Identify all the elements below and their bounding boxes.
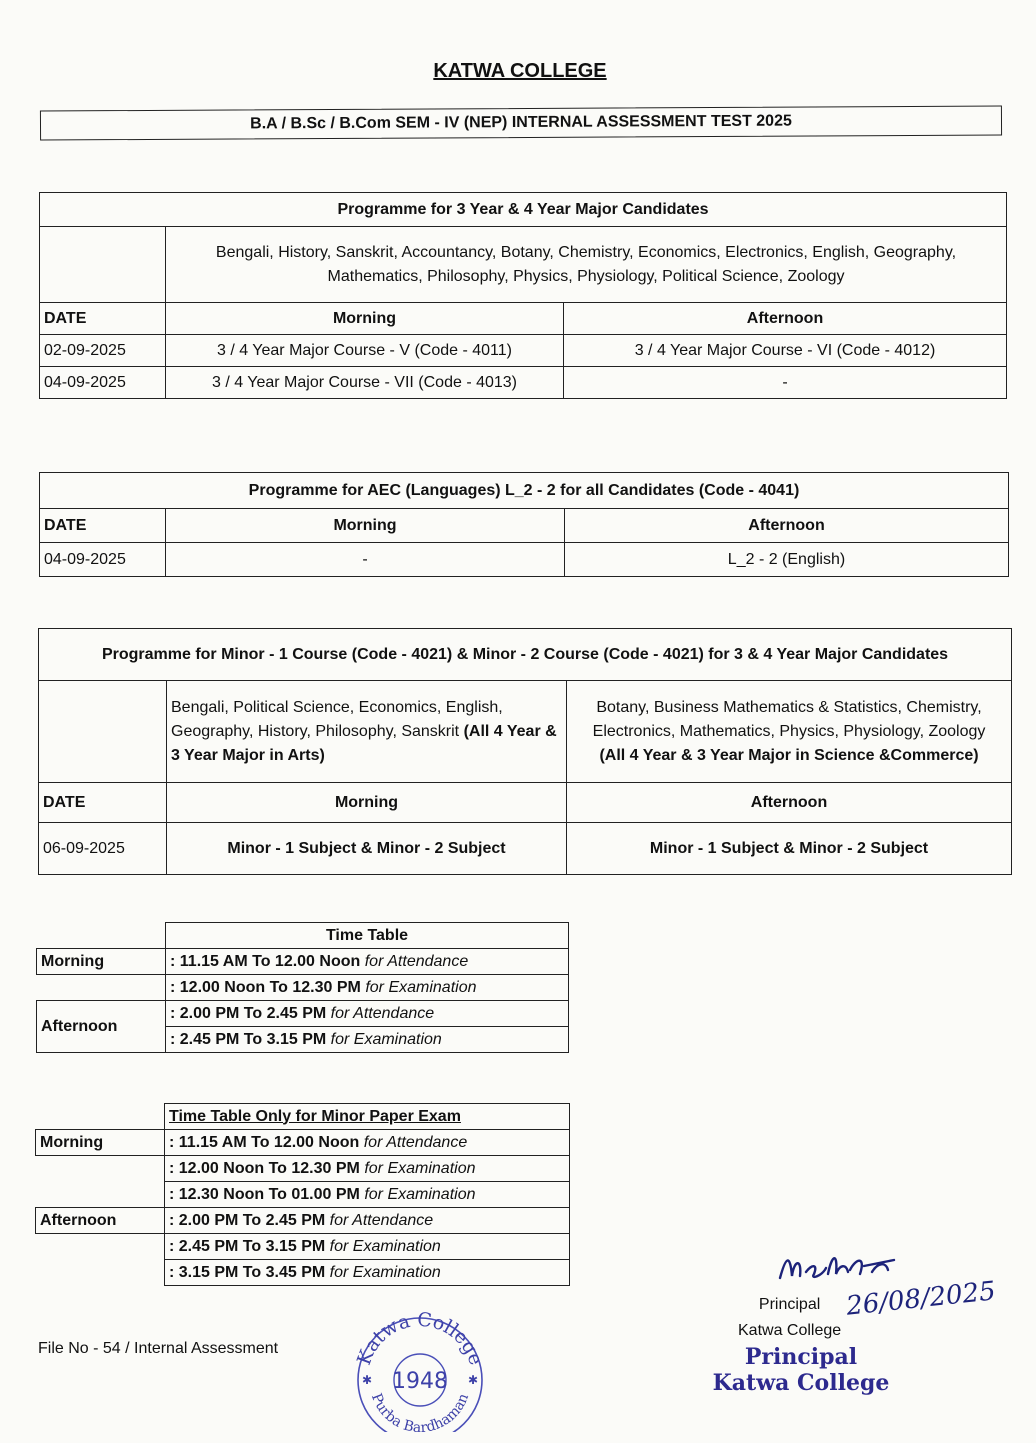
slot-time: : 11.15 AM To 12.00 Noon	[170, 952, 361, 970]
aec-date-header: DATE	[40, 509, 166, 543]
minor-arts-subjects-cell	[167, 681, 567, 783]
principal-block	[738, 1292, 841, 1344]
table-row	[36, 1156, 570, 1182]
afternoon-cell: Minor - 1 Subject & Minor - 2 Subject	[567, 823, 1012, 875]
slot-purpose: for Examination	[364, 1159, 476, 1177]
major-date-header: DATE	[40, 303, 166, 335]
college-title: KATWA COLLEGE	[433, 60, 607, 82]
file-number: File No - 54 / Internal Assessment	[38, 1340, 279, 1357]
minor-time-table-blank	[36, 1234, 165, 1260]
time-slot	[166, 975, 569, 1001]
major-morning-header: Morning	[166, 303, 564, 335]
minor-time-table	[35, 1103, 570, 1286]
svg-text:✱: ✱	[362, 1373, 373, 1387]
morning-cell: 3 / 4 Year Major Course - V (Code - 4011)	[166, 335, 564, 367]
table-row	[40, 543, 1009, 577]
time-table-blank	[37, 975, 166, 1001]
date-cell: 02-09-2025	[40, 335, 166, 367]
minor-time-table-blank	[36, 1260, 165, 1286]
afternoon-cell: -	[564, 367, 1007, 399]
table-row	[37, 949, 569, 975]
major-subjects: Bengali, History, Sanskrit, Accountancy, Botany, Chemistry, Economics, Electronics, English, Geography, Mathematics, Philosophy, Physics, Physiology, Political Science, Zoology	[166, 227, 1007, 303]
time-slot	[166, 949, 569, 975]
afternoon-cell: 3 / 4 Year Major Course - VI (Code - 4012)	[564, 335, 1007, 367]
time-table-title: Time Table	[166, 923, 569, 949]
minor-time-table-blank	[36, 1104, 165, 1130]
svg-text:Purba Bardhaman	[368, 1391, 472, 1432]
major-afternoon-header: Afternoon	[564, 303, 1007, 335]
slot-time: : 2.00 PM To 2.45 PM	[169, 1211, 326, 1229]
minor-time-table-blank	[36, 1182, 165, 1208]
table-row	[36, 1182, 570, 1208]
signature-date: 26/08/2025	[844, 1276, 998, 1322]
minor-time-table-afternoon-label: Afternoon	[36, 1208, 165, 1234]
time-slot	[165, 1208, 570, 1234]
science-note: (All 4 Year & 3 Year Major in Science &Commerce)	[599, 746, 979, 764]
date-cell: 04-09-2025	[40, 543, 166, 577]
major-programme-title: Programme for 3 Year & 4 Year Major Candidates	[40, 193, 1007, 227]
minor-afternoon-header: Afternoon	[567, 783, 1012, 823]
science-subjects: Botany, Business Mathematics & Statistics, Chemistry, Electronics, Mathematics, Physics, Physiology, Zoology	[592, 698, 986, 740]
time-slot	[165, 1156, 570, 1182]
slot-time: : 12.00 Noon To 12.30 PM	[169, 1159, 360, 1177]
minor-programme-title: Programme for Minor - 1 Course (Code - 4021) & Minor - 2 Course (Code - 4021) for 3 & 4 Year Major Candidates	[39, 629, 1012, 681]
slot-time: : 12.00 Noon To 12.30 PM	[170, 978, 361, 996]
slot-purpose: for Attendance	[329, 1211, 434, 1229]
aec-afternoon-header: Afternoon	[565, 509, 1009, 543]
date-cell: 04-09-2025	[40, 367, 166, 399]
minor-time-table-morning-label: Morning	[36, 1130, 165, 1156]
seal-bottom-text: Purba Bardhaman	[367, 1391, 473, 1432]
major-blank-cell	[40, 227, 166, 303]
slot-purpose: for Examination	[329, 1263, 441, 1281]
table-row	[36, 1260, 570, 1286]
morning-cell: Minor - 1 Subject & Minor - 2 Subject	[167, 823, 567, 875]
arts-note: (All 4 Year & 3 Year Major in Arts)	[171, 722, 557, 764]
table-row	[37, 975, 569, 1001]
time-table-blank	[37, 923, 166, 949]
stamp-line-2: Katwa College	[712, 1370, 890, 1396]
minor-science-subjects-cell	[567, 681, 1012, 783]
slot-purpose: for Attendance	[330, 1004, 435, 1022]
time-slot	[165, 1130, 570, 1156]
principal-label: Principal	[758, 1296, 821, 1313]
exam-title: B.A / B.Sc / B.Com SEM - IV (NEP) INTERNAL ASSESSMENT TEST 2025	[40, 105, 1002, 140]
minor-morning-header: Morning	[167, 783, 567, 823]
minor-date-header: DATE	[39, 783, 167, 823]
slot-time: : 3.15 PM To 3.45 PM	[169, 1263, 326, 1281]
stamp-line-1: Principal	[744, 1344, 858, 1370]
morning-cell: -	[166, 543, 565, 577]
time-slot	[166, 1001, 569, 1027]
arts-subjects: Bengali, Political Science, Economics, English, Geography, History, Philosophy, Sanskrit	[171, 698, 503, 740]
slot-purpose: for Examination	[365, 978, 477, 996]
time-slot	[165, 1234, 570, 1260]
slot-purpose: for Attendance	[364, 952, 469, 970]
slot-purpose: for Examination	[329, 1237, 441, 1255]
slot-time: : 12.30 Noon To 01.00 PM	[169, 1185, 360, 1203]
aec-morning-header: Morning	[166, 509, 565, 543]
minor-blank-cell	[39, 681, 167, 783]
slot-purpose: for Examination	[364, 1185, 476, 1203]
slot-purpose: for Examination	[330, 1030, 442, 1048]
seal-top-text: Katwa College	[352, 1312, 488, 1368]
minor-time-table-title: Time Table Only for Minor Paper Exam	[165, 1104, 570, 1130]
time-table-morning-label: Morning	[37, 949, 166, 975]
aec-programme-table	[39, 472, 1009, 577]
major-programme-table	[39, 192, 1007, 399]
college-seal-icon	[350, 1312, 490, 1432]
svg-text:✱: ✱	[468, 1373, 479, 1387]
aec-programme-title: Programme for AEC (Languages) L_2 - 2 for all Candidates (Code - 4041)	[40, 473, 1009, 509]
principal-stamp	[706, 1344, 896, 1396]
table-row	[36, 1234, 570, 1260]
signature-icon	[776, 1246, 906, 1288]
slot-time: : 2.45 PM To 3.15 PM	[170, 1030, 327, 1048]
slot-purpose: for Attendance	[363, 1133, 468, 1151]
afternoon-cell: L_2 - 2 (English)	[565, 543, 1009, 577]
time-table-afternoon-label: Afternoon	[37, 1001, 166, 1053]
principal-college: Katwa College	[738, 1322, 842, 1339]
slot-time: : 11.15 AM To 12.00 Noon	[169, 1133, 360, 1151]
time-table	[36, 922, 569, 1053]
time-slot	[166, 1027, 569, 1053]
slot-time: : 2.00 PM To 2.45 PM	[170, 1004, 327, 1022]
morning-cell: 3 / 4 Year Major Course - VII (Code - 4013)	[166, 367, 564, 399]
table-row	[36, 1208, 570, 1234]
seal-year: 1948	[392, 1369, 448, 1394]
date-cell: 06-09-2025	[39, 823, 167, 875]
minor-programme-table	[38, 628, 1012, 875]
table-row	[36, 1130, 570, 1156]
table-row	[39, 823, 1012, 875]
table-row	[40, 367, 1007, 399]
time-slot	[165, 1260, 570, 1286]
table-row	[37, 1001, 569, 1027]
minor-time-table-blank	[36, 1156, 165, 1182]
table-row	[40, 335, 1007, 367]
slot-time: : 2.45 PM To 3.15 PM	[169, 1237, 326, 1255]
time-slot	[165, 1182, 570, 1208]
